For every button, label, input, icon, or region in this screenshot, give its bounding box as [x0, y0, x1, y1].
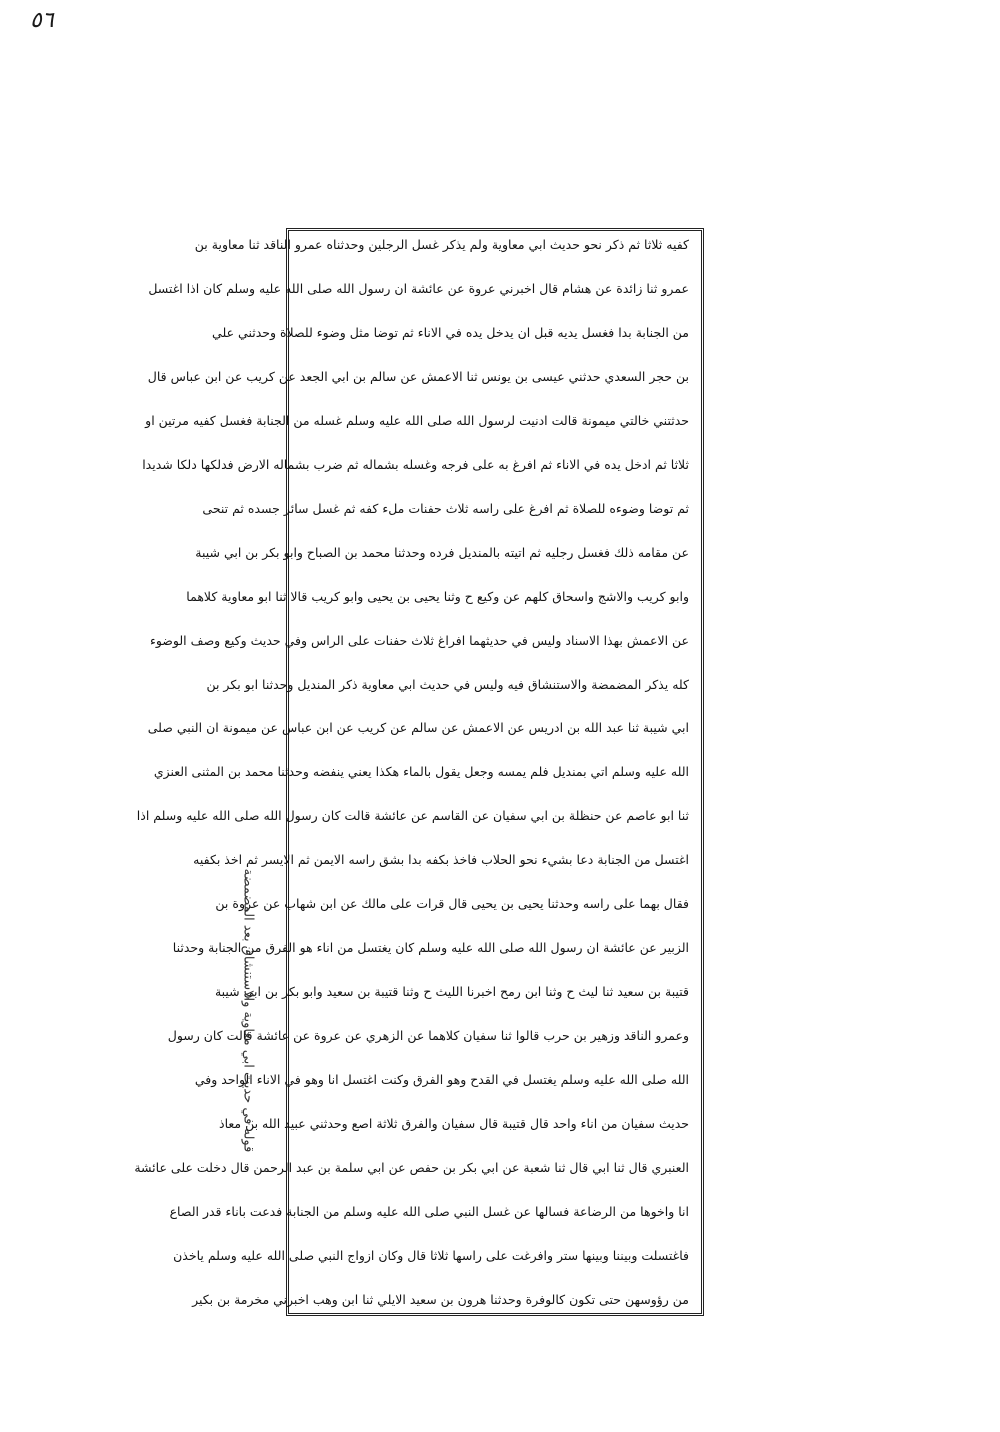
- manuscript-line: ابي شيبة ثنا عبد الله بن ادريس عن الاعمش عن سالم عن كريب عن ابن عباس عن ميمونة ان النبي صلى: [147, 720, 689, 736]
- manuscript-line: ثنا ابو عاصم عن حنظلة بن ابي سفيان عن القاسم عن عائشة قالت كان رسول الله صلى الله عليه وسلم اذا: [136, 808, 689, 824]
- manuscript-line: فاغتسلت وبيننا وبينها ستر وافرغت على راسها ثلاثا قال وكان ازواج النبي صلى الله عليه وسلم ياخذن: [173, 1247, 689, 1263]
- manuscript-line: عمرو ثنا زائدة عن هشام قال اخبرني عروة عن عائشة ان رسول الله صلى الله عليه وسلم كان اذا اغتسل: [148, 280, 689, 296]
- manuscript-line: الله عليه وسلم اتي بمنديل فلم يمسه وجعل يقول بالماء هكذا يعني ينفضه وحدثنا محمد بن المثنى العنزي: [153, 764, 689, 780]
- manuscript-line: عن الاعمش بهذا الاسناد وليس في حديثهما افراغ ثلاث حفنات على الراس وفي حديث وكيع وصف الوضوء: [149, 632, 689, 648]
- manuscript-line: من رؤوسهن حتى تكون كالوفرة وحدثنا هرون بن سعيد الايلي ثنا ابن وهب اخبرني مخرمة بن بكير: [192, 1291, 689, 1307]
- page-number: ٥٦: [30, 8, 54, 33]
- manuscript-line: وابو كريب والاشج واسحاق كلهم عن وكيع ح وثنا يحيى بن يحيى وابو كريب قالا ثنا ابو معاوية كلاهما: [186, 588, 689, 604]
- manuscript-line: فقال بهما على راسه وحدثنا يحيى بن يحيى قال قرات على مالك عن ابن شهاب عن عروة بن: [215, 896, 689, 912]
- margin-note-text: قوله في حديث ابي معاوية والاستنشاق بعد المضمضة: [240, 868, 256, 1152]
- manuscript-line: كفيه ثلاثا ثم ذكر نحو حديث ابي معاوية ولم يذكر غسل الرجلين وحدثناه عمرو الناقد ثنا معاوية بن: [194, 237, 689, 252]
- manuscript-line: ثلاثا ثم ادخل يده في الاناء ثم افرغ به على فرجه وغسله بشماله ثم ضرب بشماله الارض فدلكها دلكا شديدا: [142, 456, 689, 472]
- manuscript-line: حدثتني خالتي ميمونة قالت ادنيت لرسول الله صلى الله عليه وسلم غسله من الجنابة فغسل كفيه مرتين او: [145, 412, 689, 428]
- manuscript-line: الله صلى الله عليه وسلم يغتسل في القدح وهو الفرق وكنت اغتسل انا وهو في الاناء الواحد وفي: [194, 1072, 689, 1088]
- manuscript-line: ثم توضا وضوءه للصلاة ثم افرغ على راسه ثلاث حفنات ملء كفه ثم غسل سائر جسده ثم تنحى: [202, 500, 689, 516]
- manuscript-line: قتيبة بن سعيد ثنا ليث ح وثنا ابن رمح اخبرنا الليث ح وثنا قتيبة بن سعيد وابو بكر بن ابي شيبة: [214, 984, 689, 1000]
- manuscript-line: من الجنابة بدا فغسل يديه قبل ان يدخل يده في الاناء ثم توضا مثل وضوء للصلاة وحدثني علي: [212, 324, 689, 340]
- manuscript-line: انا واخوها من الرضاعة فسالها عن غسل النبي صلى الله عليه وسلم من الجنابة فدعت باناء قدر الصاع: [169, 1203, 689, 1219]
- manuscript-line: وعمرو الناقد وزهير بن حرب قالوا ثنا سفيان كلاهما عن الزهري عن عروة عن عائشة قالت كان رسول: [167, 1028, 689, 1044]
- manuscript-line: الزبير عن عائشة ان رسول الله صلى الله عليه وسلم كان يغتسل من اناء هو الفرق من الجنابة وحدثنا: [172, 940, 689, 956]
- manuscript-line: حديث سفيان من اناء واحد قال قتيبة قال سفيان والفرق ثلاثة اصع وحدثني عبيد الله بن معاذ: [219, 1116, 689, 1132]
- manuscript-line: العنبري قال ثنا ابي قال ثنا شعبة عن ابي بكر بن حفص عن ابي سلمة بن عبد الرحمن قال دخلت على عائشة: [134, 1160, 689, 1176]
- margin-note: [228, 800, 268, 1220]
- manuscript-line: عن مقامه ذلك فغسل رجليه ثم اتيته بالمنديل فرده وحدثنا محمد بن الصباح وابو بكر بن ابي شيبة: [195, 544, 689, 560]
- manuscript-line: بن حجر السعدي حدثني عيسى بن يونس ثنا الاعمش عن سالم بن ابي الجعد عن كريب عن ابن عباس قال: [147, 368, 689, 384]
- manuscript-line: كله يذكر المضمضة والاستنشاق فيه وليس في حديث ابي معاوية ذكر المنديل وحدثنا ابو بكر بن: [206, 676, 689, 692]
- manuscript-line: اغتسل من الجنابة دعا بشيء نحو الحلاب فاخذ بكفه بدا بشق راسه الايمن ثم الايسر ثم اخذ بكفيه: [193, 852, 689, 868]
